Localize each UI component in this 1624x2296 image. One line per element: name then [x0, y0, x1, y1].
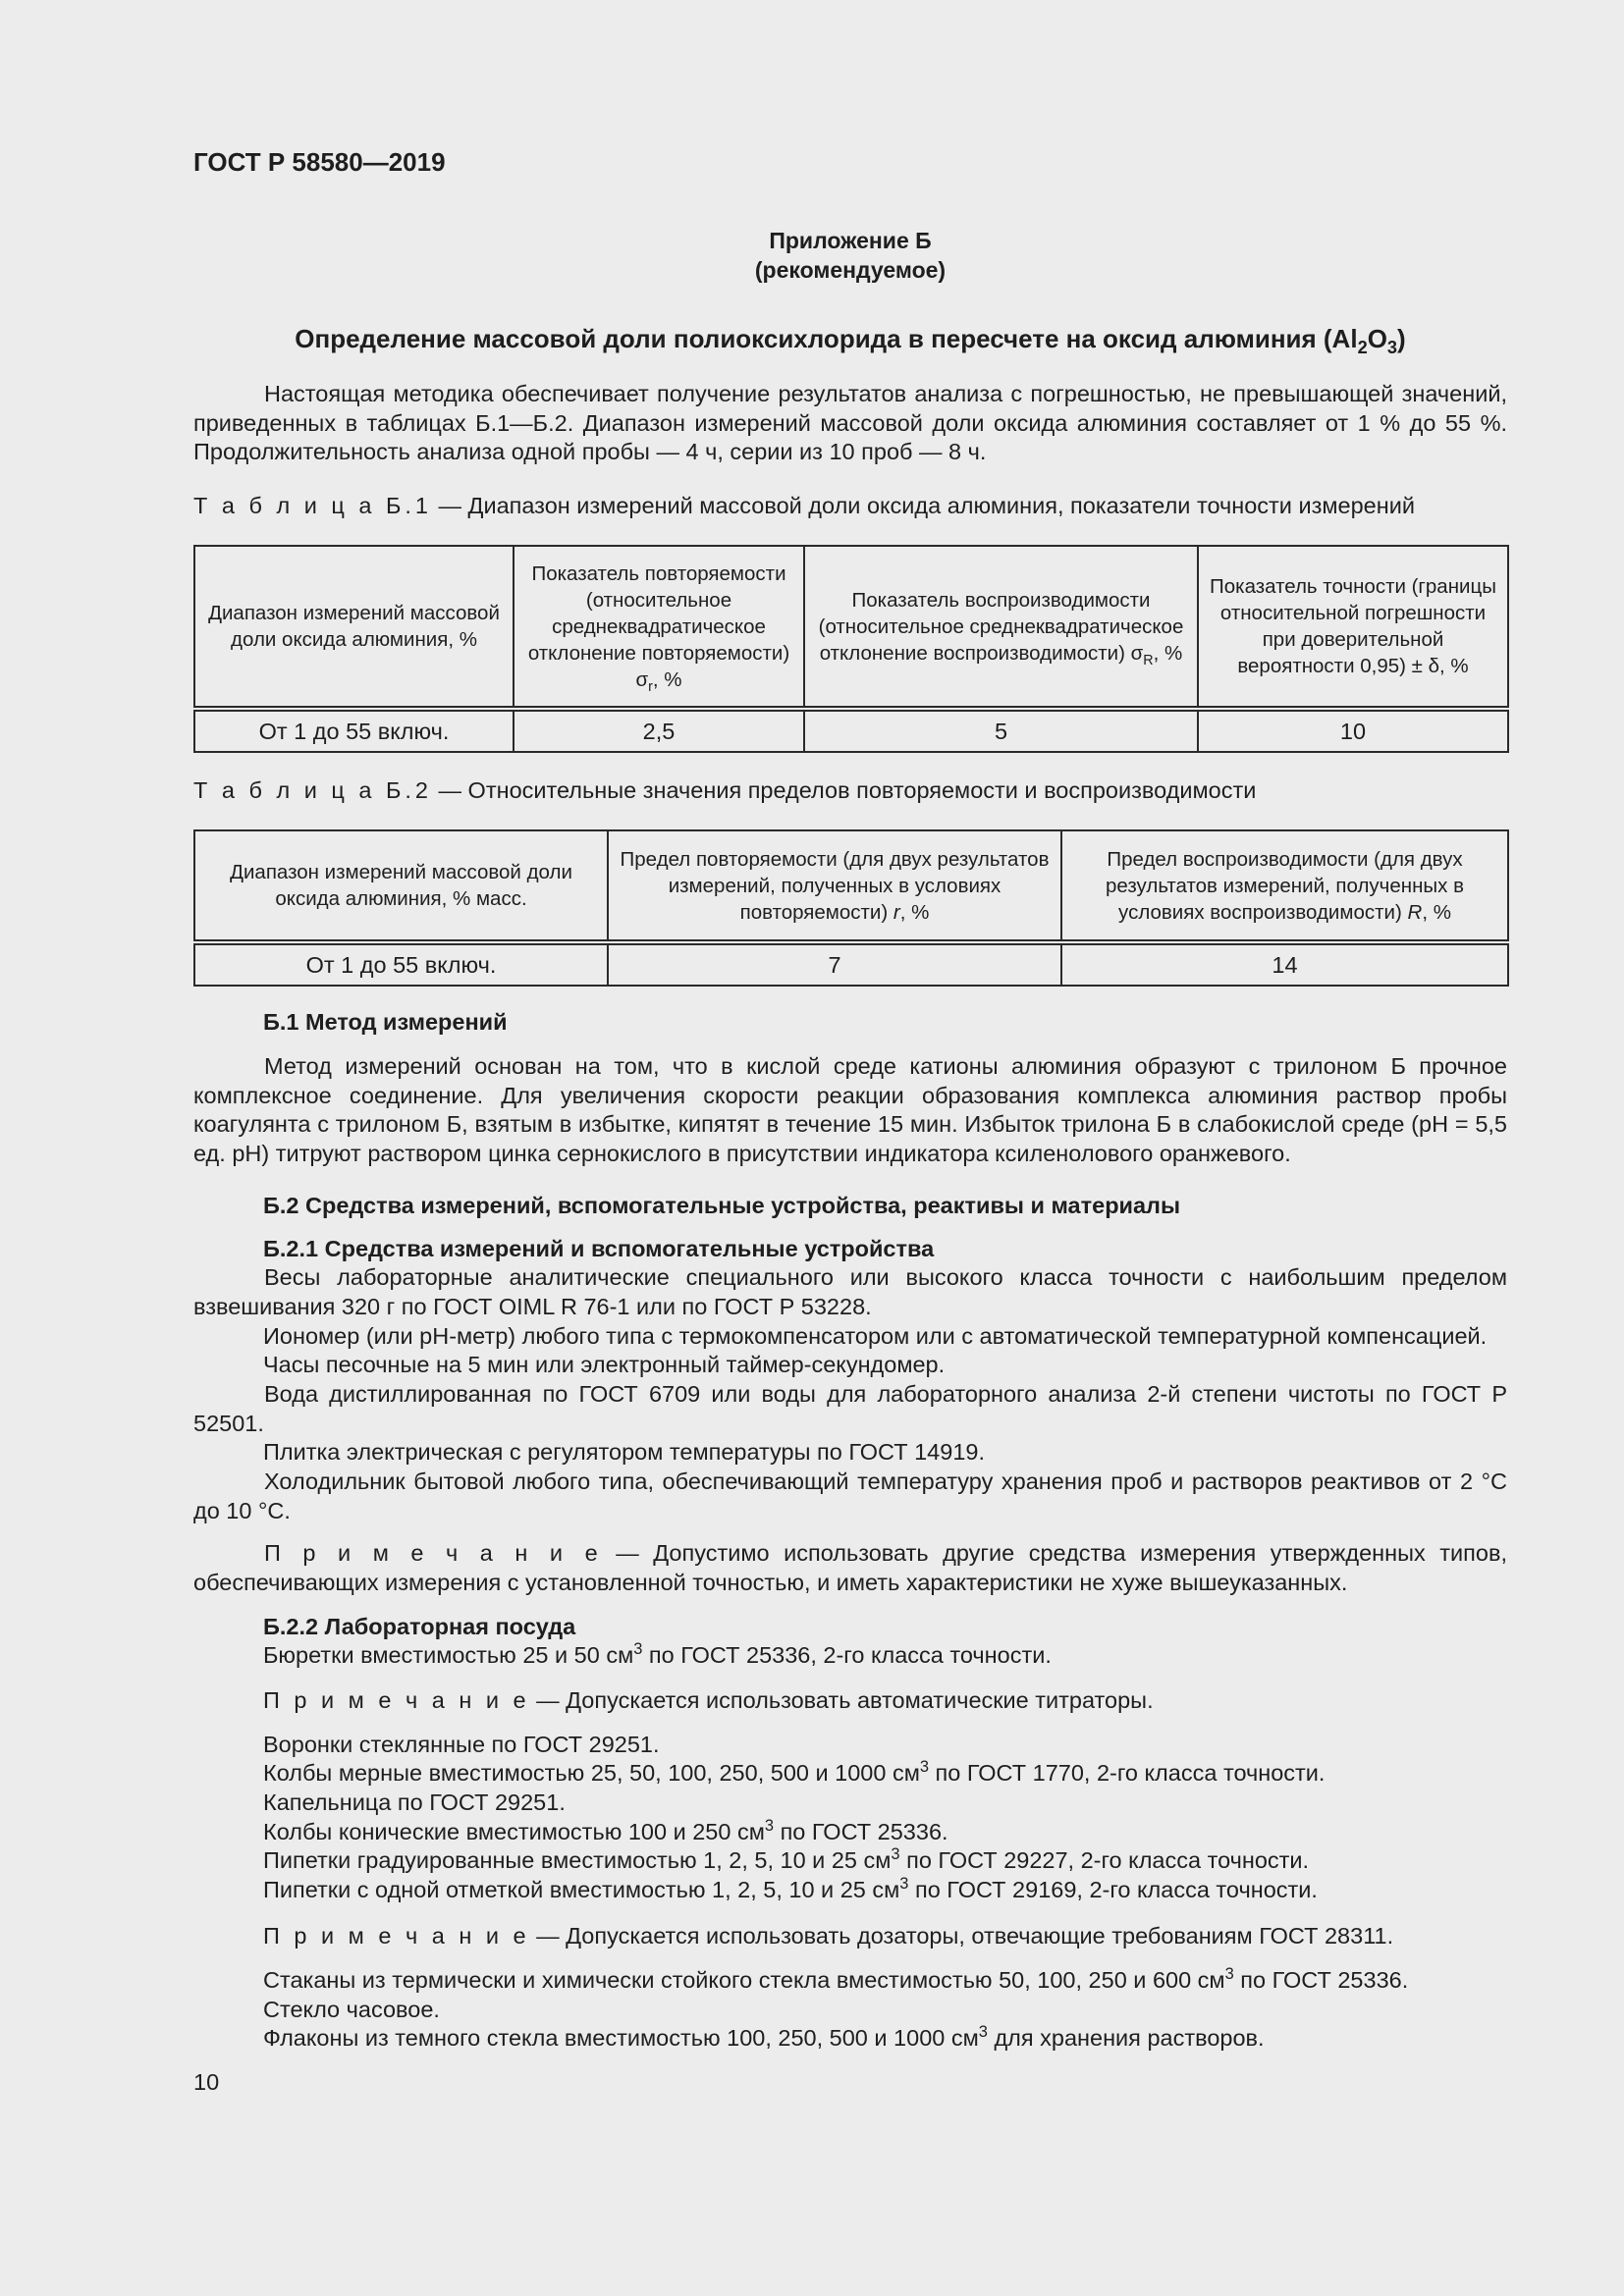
table-b1-header-row: [194, 546, 1508, 709]
table-b2-header-repeatability: Предел повторяемости (для двух результатов измерений, полученных в условиях повторяемости) r, %: [608, 830, 1061, 942]
table1-caption: Т а б л и ц а Б.1 — Диапазон измерений массовой доли оксида алюминия, показатели точности измерений: [193, 493, 1415, 518]
section-b1-heading: Б.1 Метод измерений: [263, 1009, 508, 1035]
water-paragraph: Вода дистиллированная по ГОСТ 6709 или воды для лабораторного анализа 2-й степени чистоты по ГОСТ Р 52501.: [193, 1381, 1507, 1436]
appendix-title: Приложение Б: [769, 228, 932, 253]
table-b2-header-reproducibility: Предел воспроизводимости (для двух результатов измерений, полученных в условиях воспроизводимости) R, %: [1061, 830, 1508, 942]
table-row: От 1 до 55 включ. 7 14: [194, 942, 1508, 986]
table2-caption: Т а б л и ц а Б.2 — Относительные значения пределов повторяемости и воспроизводимости: [193, 777, 1257, 803]
table-b1-header-range: Диапазон измерений массовой доли оксида алюминия, %: [194, 546, 514, 709]
table-b1-header-repeatability: Показатель повторяемости (относительное среднеквадратическое отклонение повторяемости) $\sigma_r$, %: [514, 546, 804, 709]
ionomer-line: Иономер (или pH-метр) любого типа с термокомпенсатором или с автоматической температурной компенсацией.: [263, 1323, 1488, 1349]
graduated-pipettes-line: Пипетки градуированные вместимостью 1, 2, 5, 10 и 25 $см^3$ по ГОСТ 29227, 2-го класса точности.: [263, 1845, 1310, 1873]
note-2: П р и м е ч а н и е — Допускается использовать автоматические титраторы.: [263, 1687, 1154, 1713]
intro-paragraph: Настоящая методика обеспечивает получение результатов анализа с погрешностью, не превышающей значений, приведенных в таблицах Б.1—Б.2. Диапазон измерений массовой доли оксида алюминия составляет от 1 % до 55 %. Продолжительность анализа одной пробы — 4 ч, серии из 10 проб — 8 ч.: [193, 381, 1507, 465]
table-b1: [193, 545, 1509, 753]
section-b22-heading: Б.2.2 Лабораторная посуда: [263, 1614, 576, 1639]
appendix-subtitle: (рекомендуемое): [754, 257, 947, 283]
table-b2-header-row: [194, 830, 1508, 942]
single-mark-pipettes-line: Пипетки с одной отметкой вместимостью 1, 2, 5, 10 и 25 $см^3$ по ГОСТ 29169, 2-го класса точности.: [263, 1875, 1318, 1902]
hotplate-line: Плитка электрическая с регулятором температуры по ГОСТ 14919.: [263, 1439, 985, 1465]
volumetric-flasks-line: Колбы мерные вместимостью 25, 50, 100, 250, 500 и 1000 $см^3$ по ГОСТ 1770, 2-го класса точности.: [263, 1758, 1326, 1786]
section-b1-text: Метод измерений основан на том, что в кислой среде катионы алюминия образуют с трилоном Б прочное комплексное соединение. Для увеличения скорости реакции образования комплекса алюминия раствор пробы коагулянта с трилоном Б, взятым в избытке, кипятят в течение 15 мин. Избыток трилона Б в слабокислой среде (pH = 5,5 ед. pH) титруют раствором цинка сернокислого в присутствии индикатора ксиленолового оранжевого.: [193, 1053, 1507, 1167]
note-1: П р и м е ч а н и е — Допустимо использовать другие средства измерения утвержденных типов, обеспечивающих измерения с установленной точностью, и иметь характеристики не хуже вышеуказанных.: [193, 1540, 1507, 1595]
section-b2-heading: Б.2 Средства измерений, вспомогательные устройства, реактивы и материалы: [263, 1193, 1181, 1218]
table-b2: [193, 829, 1509, 987]
conical-flasks-line: Колбы конические вместимостью 100 и 250 $см^3$ по ГОСТ 25336.: [263, 1817, 948, 1844]
dropper-line: Капельница по ГОСТ 29251.: [263, 1789, 566, 1815]
beakers-line: Стаканы из термически и химически стойкого стекла вместимостью 50, 100, 250 и 600 $см^3$ по ГОСТ 25336.: [263, 1965, 1409, 1993]
table-b2-header-range: Диапазон измерений массовой доли оксида алюминия, % масс.: [194, 830, 608, 942]
section-b21-heading: Б.2.1 Средства измерений и вспомогательные устройства: [263, 1236, 935, 1261]
burettes-line: Бюретки вместимостью 25 и 50 $см^3$ по ГОСТ 25336, 2-го класса точности.: [263, 1640, 1052, 1668]
table-row: От 1 до 55 включ. 2,5 5 10: [194, 709, 1508, 752]
fridge-paragraph: Холодильник бытовой любого типа, обеспечивающий температуру хранения проб и растворов реактивов от 2 °С до 10 °С.: [193, 1468, 1507, 1523]
vials-line: Флаконы из темного стекла вместимостью 100, 250, 500 и 1000 $см^3$ для хранения растворов.: [263, 2023, 1265, 2051]
scales-paragraph: Весы лабораторные аналитические специального или высокого класса точности с наибольшим пределом взвешивания 320 г по ГОСТ OIML R 76-1 или по ГОСТ Р 53228.: [193, 1264, 1507, 1319]
table-b1-header-reproducibility: Показатель воспроизводимости (относительное среднеквадратическое отклонение воспроизводимости) $\sigma_R$, %: [804, 546, 1198, 709]
page-number: 10: [193, 2069, 220, 2095]
main-title: Определение массовой доли полиоксихлорида в пересчете на оксид алюминия $(Al_2O_3)$: [295, 324, 1406, 358]
note-3: П р и м е ч а н и е — Допускается использовать дозаторы, отвечающие требованиям ГОСТ 28311.: [263, 1923, 1394, 1949]
timer-line: Часы песочные на 5 мин или электронный таймер-секундомер.: [263, 1352, 946, 1377]
table-b1-header-accuracy: Показатель точности (границы относительной погрешности при доверительной вероятности 0,95) ± δ, %: [1198, 546, 1508, 709]
watch-glass-line: Стекло часовое.: [263, 1997, 440, 2022]
document-header: ГОСТ Р 58580—2019: [193, 147, 446, 177]
funnels-line: Воронки стеклянные по ГОСТ 29251.: [263, 1732, 660, 1757]
